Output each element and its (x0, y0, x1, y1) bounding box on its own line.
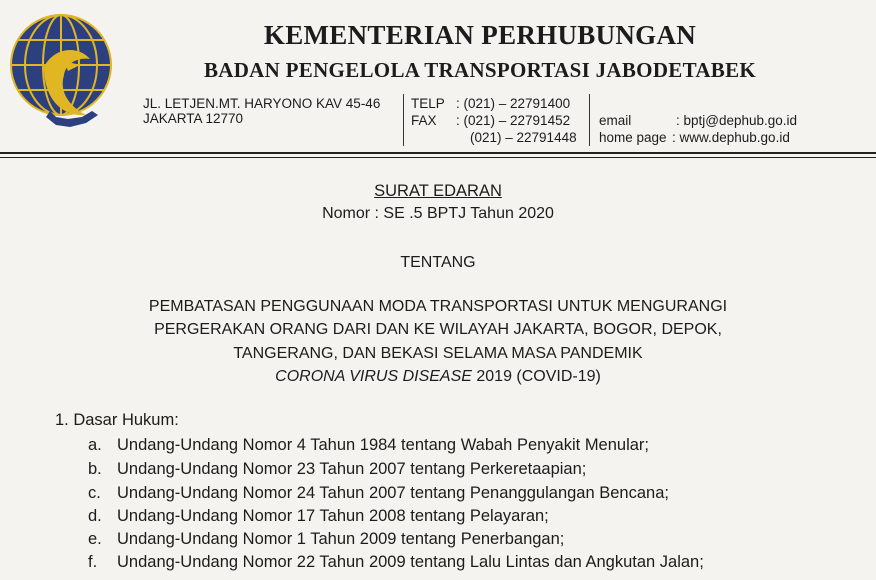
telp-value: : (021) – 22791400 (456, 96, 571, 111)
homepage-value[interactable]: : www.dephub.go.id (672, 130, 790, 145)
item-text: Undang-Undang Nomor 4 Tahun 1984 tentang Wabah Penyakit Menular; (117, 436, 650, 454)
subject-line-4 (0, 368, 876, 386)
letterhead-rule-thick (0, 152, 876, 154)
telp-label: TELP (411, 96, 445, 111)
ministry-emblem-logo (6, 5, 134, 139)
item-label: d. (88, 507, 102, 525)
item-text: Undang-Undang Nomor 17 Tahun 2008 tentang Pelayaran; (117, 507, 549, 525)
address-line-2: JAKARTA 12770 (143, 111, 244, 126)
agency-name: BADAN PENGELOLA TRANSPORTASI JABODETABEK (203, 58, 757, 82)
address-line-1: JL. LETJEN.MT. HARYONO KAV 45-46 (143, 96, 381, 111)
legal-basis-item (88, 530, 564, 549)
email-value[interactable]: : bptj@dephub.go.id (676, 113, 798, 128)
item-label: b. (88, 460, 102, 478)
item-text: Undang-Undang Nomor 1 Tahun 2009 tentang Penerbangan; (117, 530, 565, 548)
letterhead-rule-thin (0, 157, 876, 158)
document-title: SURAT EDARAN (374, 182, 502, 200)
subject-line-3: TANGERANG, DAN BEKASI SELAMA MASA PANDEMIK (233, 345, 643, 362)
item-text: Undang-Undang Nomor 22 Tahun 2009 tentang Lalu Lintas dan Angkutan Jalan; (117, 553, 704, 571)
fax-value-2: (021) – 22791448 (470, 130, 577, 145)
section-1-heading: 1. Dasar Hukum: (55, 411, 179, 429)
header-divider-1 (403, 94, 404, 146)
subject-line-2: PERGERAKAN ORANG DARI DAN KE WILAYAH JAKARTA, BOGOR, DEPOK, (154, 321, 722, 338)
item-text: Undang-Undang Nomor 23 Tahun 2007 tentang Perkeretaapian; (117, 460, 587, 478)
legal-basis-item (88, 484, 669, 503)
ministry-name: KEMENTERIAN PERHUBUNGAN (263, 20, 697, 50)
about-heading: TENTANG (400, 254, 476, 271)
item-label: a. (88, 436, 102, 454)
email-label: email (599, 113, 632, 128)
legal-basis-item (88, 436, 649, 455)
item-label: f. (88, 553, 98, 571)
document-number: Nomor : SE .5 BPTJ Tahun 2020 (322, 205, 554, 222)
homepage-label: home page (599, 130, 667, 145)
subject-italic-term: CORONA VIRUS DISEASE (275, 368, 472, 385)
fax-label: FAX (411, 113, 437, 128)
item-label: c. (88, 484, 101, 502)
header-divider-2 (589, 94, 590, 146)
legal-basis-item (88, 507, 549, 526)
subject-line-1: PEMBATASAN PENGGUNAAN MODA TRANSPORTASI UNTUK MENGURANGI (148, 298, 728, 315)
item-text: Undang-Undang Nomor 24 Tahun 2007 tentang Penanggulangan Bencana; (117, 484, 669, 502)
legal-basis-item (88, 553, 704, 572)
item-label: e. (88, 530, 102, 548)
fax-value-1: : (021) – 22791452 (456, 113, 571, 128)
subject-line-4-rest: 2019 (COVID-19) (471, 368, 601, 385)
legal-basis-item (88, 460, 586, 479)
